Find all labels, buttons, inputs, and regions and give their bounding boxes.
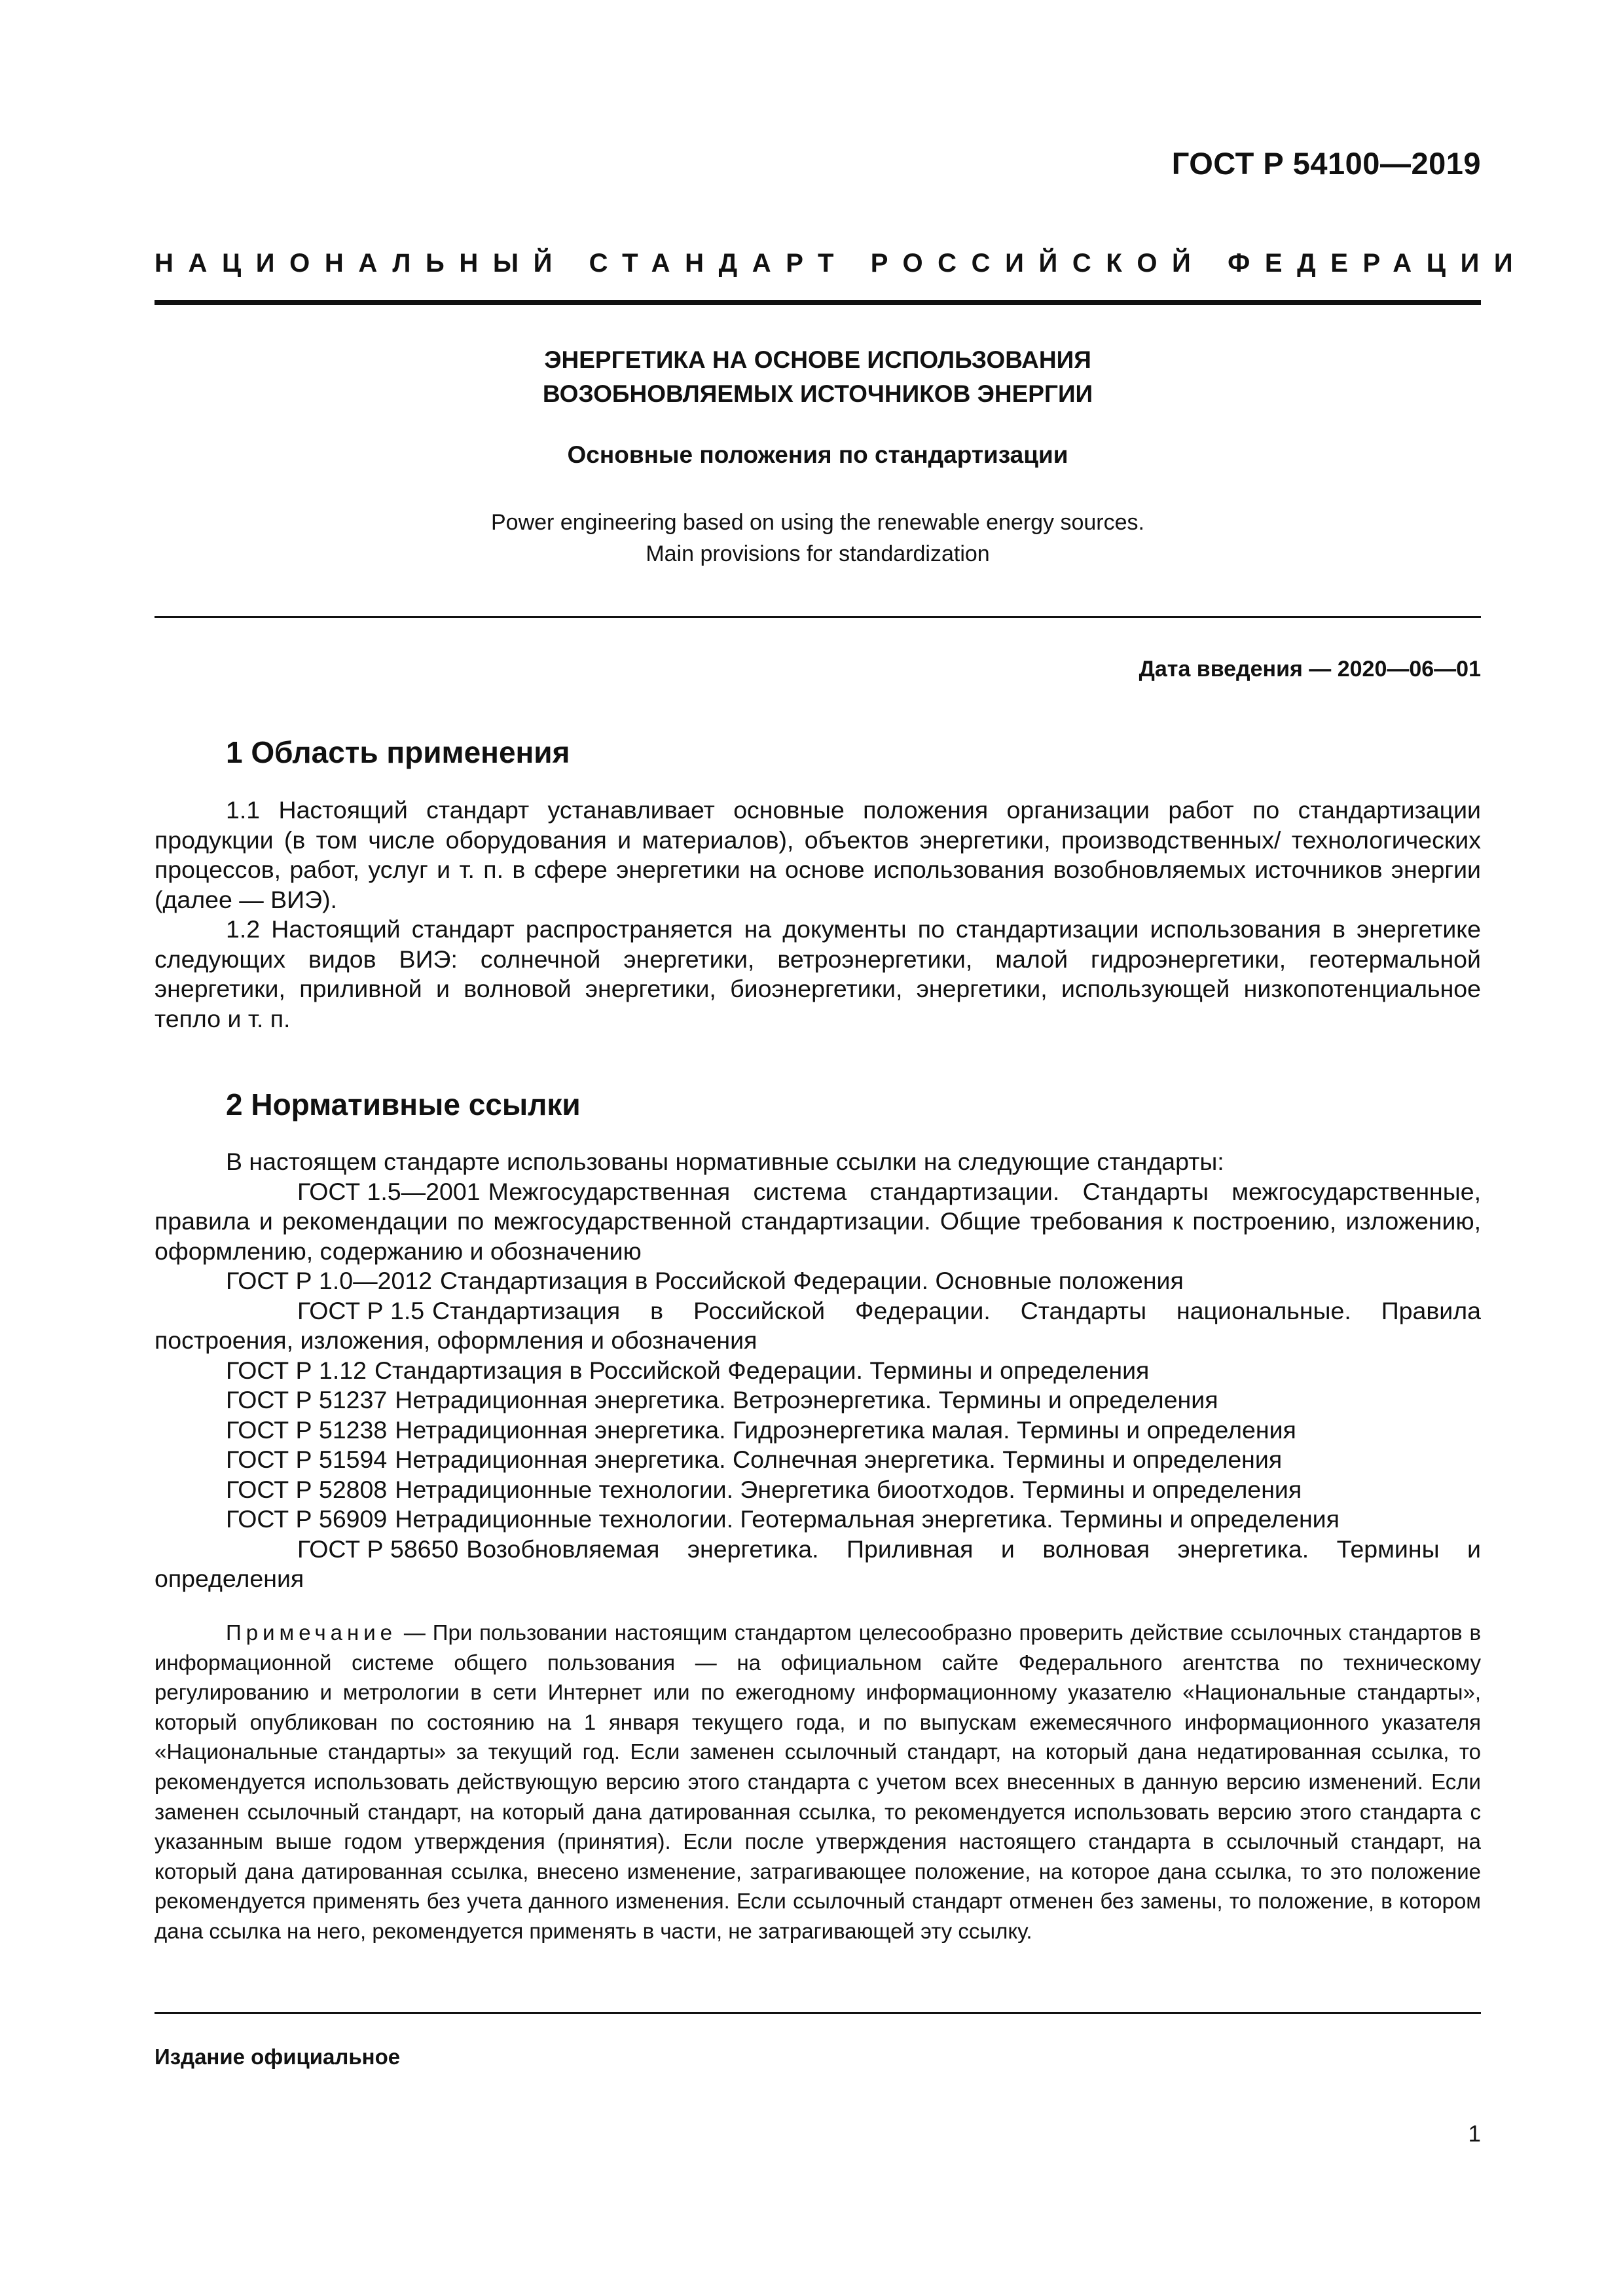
reference-title: Нетрадиционные технологии. Геотермальная энергетика. Термины и определения: [395, 1505, 1340, 1533]
english-title: [155, 507, 1481, 570]
reference-code: ГОСТ Р 58650: [297, 1535, 459, 1563]
reference-item: [155, 1475, 1481, 1505]
reference-item: [155, 1296, 1481, 1356]
header-divider: [155, 300, 1481, 305]
reference-code: ГОСТ Р 51238: [226, 1415, 388, 1444]
official-edition-label: Издание официальное: [155, 2045, 401, 2069]
reference-title: Нетрадиционная энергетика. Гидроэнергетика малая. Термины и определения: [395, 1415, 1296, 1444]
reference-code: ГОСТ Р 56909: [226, 1505, 388, 1533]
section-2-body: [155, 1147, 1481, 1594]
reference-code: ГОСТ Р 51594: [226, 1446, 388, 1473]
paragraph-1-2: 1.2 Настоящий стандарт распространяется на документы по стандартизации использования в энергетике следующих видов ВИЭ: солнечной энергетики, ветроэнергетики, малой гидроэнергетики, геотермальной энергетики, приливной и волновой энергетики, биоэнергетики, энергетики, использующей низкопотенциальное тепло и т. п.: [155, 915, 1481, 1032]
note-block: [155, 1618, 1481, 1946]
reference-item: [155, 1266, 1481, 1296]
document-subtitle: Основные положения по стандартизации: [567, 441, 1068, 468]
english-title-line-1: Power engineering based on using the renewable energy sources.: [491, 510, 1144, 535]
reference-code: ГОСТ Р 1.12: [226, 1356, 367, 1384]
reference-code: ГОСТ Р 52808: [226, 1475, 388, 1503]
section-1-heading: 1 Область применения: [226, 735, 570, 769]
english-title-line-2: Main provisions for standardization: [646, 541, 990, 566]
reference-item: [155, 1356, 1481, 1386]
document-code: ГОСТ Р 54100—2019: [1171, 146, 1481, 181]
reference-title: Возобновляемая энергетика. Приливная и волновая энергетика. Термины и определения: [155, 1535, 1481, 1592]
section-1-body: [155, 795, 1481, 1034]
document-title: [155, 343, 1481, 411]
title-line-2: ВОЗОБНОВЛЯЕМЫХ ИСТОЧНИКОВ ЭНЕРГИИ: [542, 380, 1093, 407]
references-intro: В настоящем стандарте использованы нормативные ссылки на следующие стандарты:: [226, 1148, 1224, 1175]
reference-title: Стандартизация в Российской Федерации. Стандарты национальные. Правила построения, изложения, оформления и обозначения: [155, 1296, 1481, 1354]
note-text: — При пользовании настоящим стандартом целесообразно проверить действие ссылочных стандартов в информационной системе общего пользования — на официальном сайте Федерального агентства по техническому регулированию и метрологии в сети Интернет или по ежегодному информационному указателю «Национальные стандарты», который опубликован по состоянию на 1 января текущего года, и по выпускам ежемесячного информационного указателя «Национальные стандарты» за текущий год. Если заменен ссылочный стандарт, на который дана недатированная ссылка, то рекомендуется использовать действующую версию этого стандарта с учетом всех внесенных в данную версию изменений. Если заменен ссылочный стандарт, на который дана датированная ссылка, то рекомендуется использовать версию этого стандарта с указанным выше годом утверждения (принятия). Если после утверждения настоящего стандарта в ссылочный стандарт, на который дана датированная ссылка, внесено изменение, затрагивающее положение, на которое дана ссылка, то это положение рекомендуется применять без учета данного изменения. Если ссылочный стандарт отменен без замены, то положение, в котором дана ссылка на него, рекомендуется применять в части, не затрагивающей эту ссылку.: [155, 1620, 1481, 1943]
reference-item: [155, 1445, 1481, 1475]
reference-title: Стандартизация в Российской Федерации. Термины и определения: [374, 1356, 1150, 1384]
national-standard-banner: НАЦИОНАЛЬНЫЙ СТАНДАРТ РОССИЙСКОЙ ФЕДЕРАЦИИ: [155, 249, 1528, 278]
title-line-1: ЭНЕРГЕТИКА НА ОСНОВЕ ИСПОЛЬЗОВАНИЯ: [544, 346, 1091, 373]
section-2-heading: 2 Нормативные ссылки: [226, 1087, 581, 1121]
reference-code: ГОСТ Р 1.5: [297, 1296, 425, 1324]
reference-title: Нетрадиционная энергетика. Солнечная энергетика. Термины и определения: [395, 1446, 1283, 1473]
footer-divider: [155, 2012, 1481, 2014]
title-divider: [155, 616, 1481, 618]
reference-item: [155, 1535, 1481, 1594]
reference-code: ГОСТ Р 1.0—2012: [226, 1267, 433, 1294]
reference-code: ГОСТ Р 51237: [226, 1386, 388, 1413]
introduction-date: Дата введения — 2020—06—01: [1139, 657, 1481, 682]
reference-title: Нетрадиционная энергетика. Ветроэнергетика. Термины и определения: [395, 1386, 1218, 1413]
paragraph-1-1: 1.1 Настоящий стандарт устанавливает основные положения организации работ по стандартизации продукции (в том числе оборудования и материалов), объектов энергетики, производственных/ технологических процессов, работ, услуг и т. п. в сфере энергетики на основе использования возобновляемых источников энергии (далее — ВИЭ).: [155, 796, 1481, 913]
reference-item: [155, 1385, 1481, 1415]
reference-title: Межгосударственная система стандартизации. Стандарты межгосударственные, правила и рекомендации по межгосударственной стандартизации. Общие требования к построению, изложению, оформлению, содержанию и обозначению: [155, 1177, 1481, 1265]
note-label: Примечание: [226, 1620, 397, 1645]
page-number: 1: [1468, 2121, 1481, 2147]
reference-title: Нетрадиционные технологии. Энергетика биоотходов. Термины и определения: [395, 1475, 1302, 1503]
reference-item: [155, 1415, 1481, 1446]
reference-title: Стандартизация в Российской Федерации. Основные положения: [440, 1267, 1184, 1294]
reference-code: ГОСТ 1.5—2001: [297, 1177, 481, 1205]
reference-item: [155, 1504, 1481, 1535]
reference-item: [155, 1177, 1481, 1267]
